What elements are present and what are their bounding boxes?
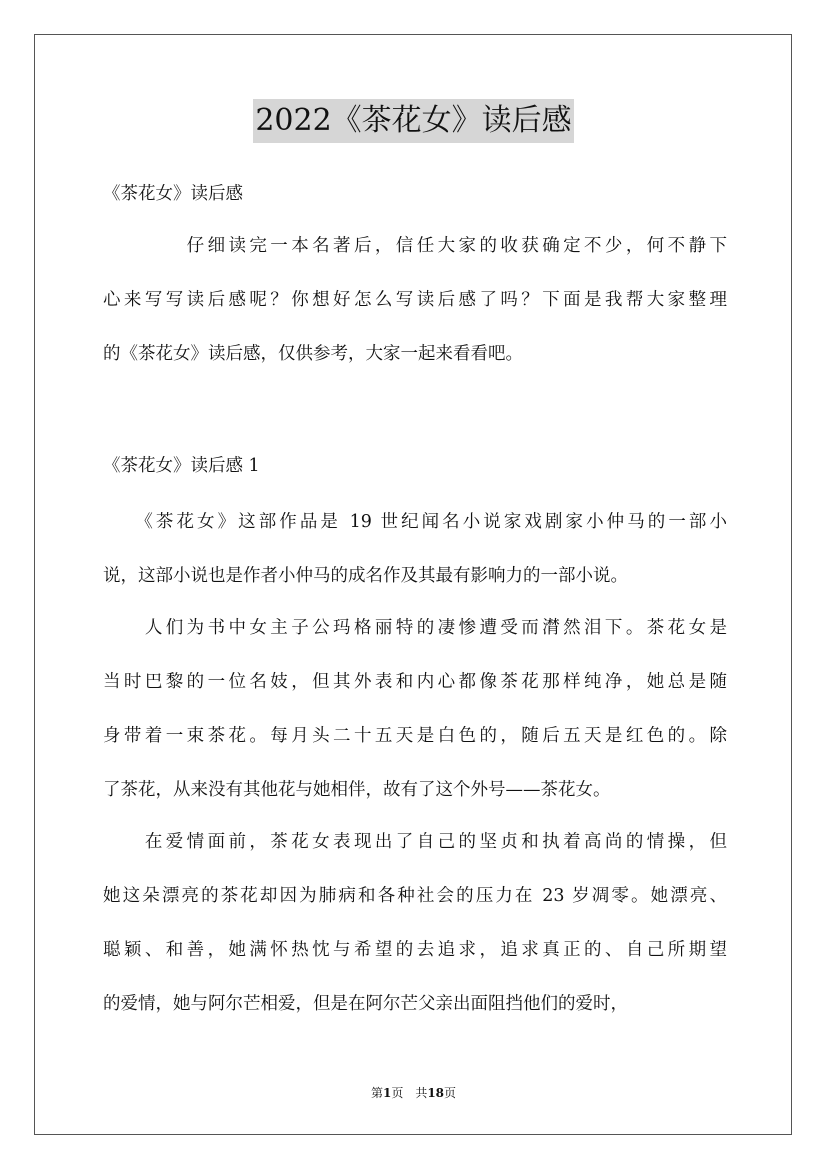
- paragraph-line: 仔细读完一本名著后，信任大家的收获确定不少，何不静下: [103, 236, 727, 256]
- page-footer: [0, 1085, 827, 1101]
- paragraph-line: 《茶花女》这部作品是 19 世纪闻名小说家戏剧家小仲马的一部小: [103, 512, 727, 532]
- paragraph-line: 说，这部小说也是作者小仲马的成名作及其最有影响力的一部小说。: [103, 566, 628, 586]
- footer-prefix: 第: [370, 1086, 383, 1100]
- section1-paragraph-1: [103, 495, 727, 603]
- document-title: 2022《茶花女》读后感: [253, 99, 573, 143]
- footer-current-page: 1: [382, 1086, 392, 1100]
- section-heading: 《茶花女》读后感 1: [103, 456, 260, 476]
- paragraph-line: 人们为书中女主子公玛格丽特的凄惨遭受而潸然泪下。茶花女是: [103, 618, 727, 638]
- paragraph-line: 了茶花，从来没有其他花与她相伴，故有了这个外号——茶花女。: [103, 780, 611, 800]
- paragraph-line: 心来写写读后感呢？你想好怎么写读后感了吗？下面是我帮大家整理: [103, 290, 727, 310]
- intro-heading: 《茶花女》读后感: [103, 184, 243, 204]
- section1-paragraph-3: [103, 815, 727, 1031]
- intro-paragraph: [103, 219, 727, 381]
- section1-paragraph-2: [103, 601, 727, 817]
- paragraph-line: 的爱情，她与阿尔芒相爱，但是在阿尔芒父亲出面阻挡他们的爱时，: [103, 994, 628, 1014]
- paragraph-line: 聪颖、和善，她满怀热忱与希望的去追求，追求真正的、自己所期望: [103, 940, 727, 960]
- footer-suffix: 页: [444, 1086, 457, 1100]
- footer-middle: 页 共: [391, 1086, 428, 1100]
- paragraph-line: 身带着一束茶花。每月头二十五天是白色的，随后五天是红色的。除: [103, 726, 727, 746]
- paragraph-line: 当时巴黎的一位名妓，但其外表和内心都像茶花那样纯净，她总是随: [103, 672, 727, 692]
- paragraph-line: 的《茶花女》读后感，仅供参考，大家一起来看看吧。: [103, 344, 523, 364]
- footer-total-pages: 18: [427, 1086, 445, 1100]
- title-container: [0, 99, 827, 143]
- paragraph-line: 在爱情面前，茶花女表现出了自己的坚贞和执着高尚的情操，但: [103, 832, 727, 852]
- paragraph-line: 她这朵漂亮的茶花却因为肺病和各种社会的压力在 23 岁凋零。她漂亮、: [103, 886, 727, 906]
